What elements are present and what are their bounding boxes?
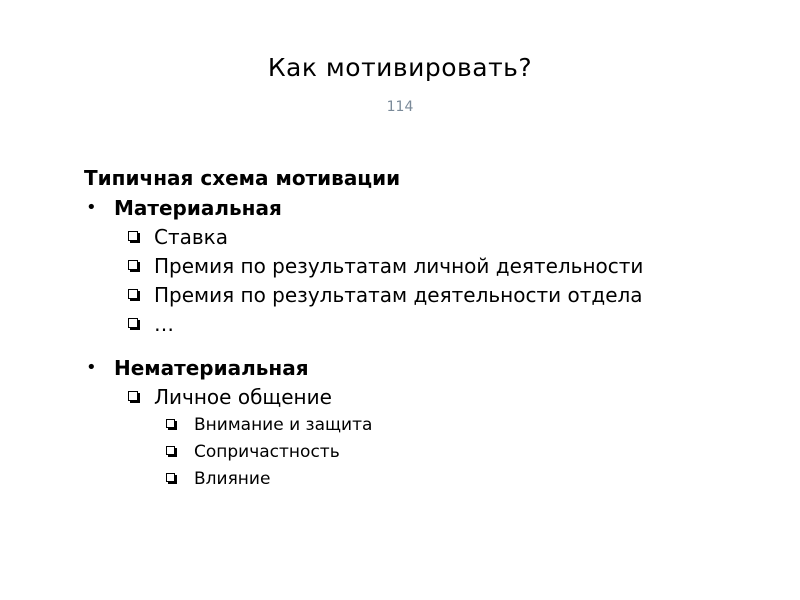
list-item: [164, 439, 784, 466]
list-item-label: Влияние: [194, 469, 271, 489]
list-item-label: Премия по результатам деятельности отдела: [154, 283, 643, 307]
list-item: [164, 412, 784, 439]
list-item: [126, 383, 784, 493]
checkbox-bullet-icon: [166, 419, 175, 428]
list-item-label: Сопричастность: [194, 442, 340, 462]
bullet-icon: •: [86, 197, 97, 218]
list-item-material: [84, 193, 784, 339]
checkbox-bullet-icon: [166, 446, 175, 455]
list-item-label: Материальная: [114, 196, 282, 220]
list-item-nonmaterial: [84, 353, 784, 493]
list-item: [126, 223, 784, 252]
material-sublist: [126, 223, 784, 339]
checkbox-bullet-icon: [128, 289, 138, 299]
list-item: [164, 466, 784, 493]
list-item: [126, 252, 784, 281]
nonmaterial-sublist: [126, 383, 784, 493]
checkbox-bullet-icon: [128, 391, 138, 401]
content-heading: Типичная схема мотивации: [84, 166, 401, 190]
page-number: 114: [386, 99, 414, 115]
motivation-list: [84, 193, 784, 493]
list-item-label: Ставка: [154, 225, 228, 249]
list-item-label: Премия по результатам личной деятельности: [154, 254, 644, 278]
list-item-label: Нематериальная: [114, 356, 309, 380]
slide-title: Как мотивировать?: [267, 53, 533, 82]
checkbox-bullet-icon: [128, 231, 138, 241]
slide-content: [84, 163, 784, 507]
list-item-label: Внимание и защита: [194, 415, 373, 435]
bullet-icon: •: [86, 357, 97, 378]
list-item: [126, 281, 784, 310]
personal-communication-sublist: [164, 412, 784, 493]
checkbox-bullet-icon: [128, 260, 138, 270]
checkbox-bullet-icon: [166, 473, 175, 482]
list-item-label: Личное общение: [154, 385, 332, 409]
list-item: [126, 310, 784, 339]
checkbox-bullet-icon: [128, 318, 138, 328]
list-item-label: …: [154, 312, 174, 336]
